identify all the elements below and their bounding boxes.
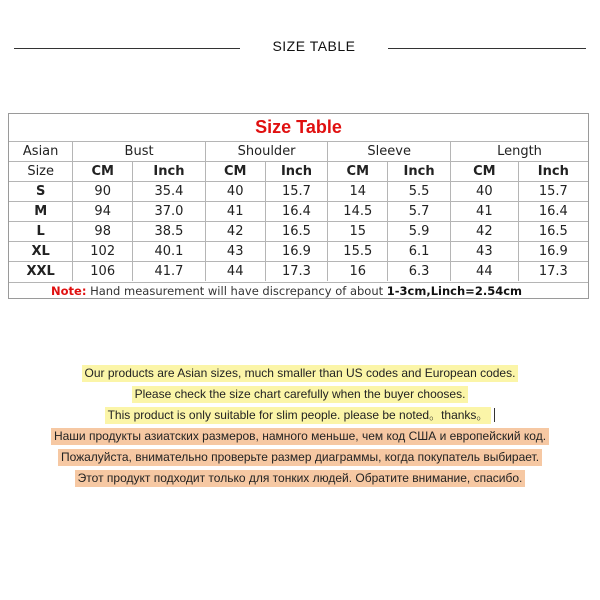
value-cell: 16.4 bbox=[265, 202, 328, 222]
value-cell: 14.5 bbox=[328, 202, 388, 222]
value-cell: 44 bbox=[205, 262, 265, 282]
value-cell: 98 bbox=[73, 222, 133, 242]
value-cell: 106 bbox=[73, 262, 133, 282]
notice-en-asian-sizes: Our products are Asian sizes, much smaller than US codes and European codes. bbox=[82, 365, 519, 382]
category-shoulder: Shoulder bbox=[205, 142, 328, 162]
size-cell: XXL bbox=[9, 262, 73, 282]
value-cell: 16 bbox=[328, 262, 388, 282]
size-table-title: Size Table bbox=[255, 117, 342, 137]
value-cell: 35.4 bbox=[133, 182, 206, 202]
table-row bbox=[9, 242, 588, 262]
unit-cell: CM bbox=[328, 162, 388, 182]
notice-ru-slim-people: Этот продукт подходит только для тонких людей. Обратите внимание, спасибо. bbox=[75, 470, 526, 487]
unit-cell: CM bbox=[205, 162, 265, 182]
value-cell: 37.0 bbox=[133, 202, 206, 222]
size-label: Size bbox=[9, 162, 73, 182]
size-cell: S bbox=[9, 182, 73, 202]
value-cell: 44 bbox=[450, 262, 518, 282]
value-cell: 6.1 bbox=[388, 242, 451, 262]
value-cell: 15.7 bbox=[265, 182, 328, 202]
value-cell: 15.7 bbox=[518, 182, 588, 202]
value-cell: 6.3 bbox=[388, 262, 451, 282]
notice-line bbox=[0, 469, 600, 490]
note-text: Hand measurement will have discrepancy of about bbox=[90, 284, 384, 298]
value-cell: 40 bbox=[450, 182, 518, 202]
size-table-box bbox=[8, 113, 589, 299]
measurement-note bbox=[9, 282, 588, 299]
notice-en-check-chart: Please check the size chart carefully when the buyer chooses. bbox=[132, 386, 469, 403]
value-cell: 17.3 bbox=[265, 262, 328, 282]
size-cell: M bbox=[9, 202, 73, 222]
unit-cell: Inch bbox=[388, 162, 451, 182]
value-cell: 16.5 bbox=[265, 222, 328, 242]
table-row bbox=[9, 202, 588, 222]
notice-ru-check-chart: Пожалуйста, внимательно проверьте размер диаграммы, когда покупатель выбирает. bbox=[58, 449, 542, 466]
value-cell: 38.5 bbox=[133, 222, 206, 242]
value-cell: 42 bbox=[205, 222, 265, 242]
header-divider-right bbox=[388, 48, 586, 49]
table-row bbox=[9, 262, 588, 282]
value-cell: 41 bbox=[205, 202, 265, 222]
value-cell: 5.7 bbox=[388, 202, 451, 222]
value-cell: 41.7 bbox=[133, 262, 206, 282]
header-title: SIZE TABLE bbox=[272, 38, 356, 54]
value-cell: 16.9 bbox=[518, 242, 588, 262]
value-cell: 16.9 bbox=[265, 242, 328, 262]
size-cell: XL bbox=[9, 242, 73, 262]
unit-header-row bbox=[9, 162, 588, 182]
text-cursor bbox=[494, 408, 495, 422]
table-row bbox=[9, 182, 588, 202]
note-range: 1-3cm,Linch=2.54cm bbox=[386, 284, 522, 298]
value-cell: 43 bbox=[450, 242, 518, 262]
value-cell: 43 bbox=[205, 242, 265, 262]
notice-line bbox=[0, 448, 600, 469]
category-header-row bbox=[9, 142, 588, 162]
unit-cell: Inch bbox=[518, 162, 588, 182]
value-cell: 40 bbox=[205, 182, 265, 202]
unit-cell: Inch bbox=[265, 162, 328, 182]
unit-cell: CM bbox=[450, 162, 518, 182]
value-cell: 5.5 bbox=[388, 182, 451, 202]
notice-line bbox=[0, 385, 600, 406]
notice-line bbox=[0, 364, 600, 385]
note-label: Note: bbox=[51, 284, 87, 298]
value-cell: 16.5 bbox=[518, 222, 588, 242]
value-cell: 5.9 bbox=[388, 222, 451, 242]
value-cell: 90 bbox=[73, 182, 133, 202]
size-table bbox=[9, 141, 588, 281]
size-notices bbox=[0, 364, 600, 490]
value-cell: 14 bbox=[328, 182, 388, 202]
value-cell: 94 bbox=[73, 202, 133, 222]
value-cell: 15.5 bbox=[328, 242, 388, 262]
category-length: Length bbox=[450, 142, 588, 162]
notice-line bbox=[0, 427, 600, 448]
value-cell: 40.1 bbox=[133, 242, 206, 262]
unit-cell: Inch bbox=[133, 162, 206, 182]
value-cell: 102 bbox=[73, 242, 133, 262]
table-row bbox=[9, 222, 588, 242]
notice-line bbox=[0, 406, 600, 427]
category-bust: Bust bbox=[73, 142, 206, 162]
notice-ru-asian-sizes: Наши продукты азиатских размеров, намного меньше, чем код США и европейский код. bbox=[51, 428, 549, 445]
value-cell: 42 bbox=[450, 222, 518, 242]
value-cell: 15 bbox=[328, 222, 388, 242]
value-cell: 17.3 bbox=[518, 262, 588, 282]
size-table-header bbox=[0, 36, 600, 60]
asian-label: Asian bbox=[9, 142, 73, 162]
size-cell: L bbox=[9, 222, 73, 242]
category-sleeve: Sleeve bbox=[328, 142, 451, 162]
header-divider-left bbox=[14, 48, 240, 49]
value-cell: 41 bbox=[450, 202, 518, 222]
unit-cell: CM bbox=[73, 162, 133, 182]
notice-en-slim-people: This product is only suitable for slim people. please be noted。thanks。 bbox=[105, 407, 492, 424]
value-cell: 16.4 bbox=[518, 202, 588, 222]
